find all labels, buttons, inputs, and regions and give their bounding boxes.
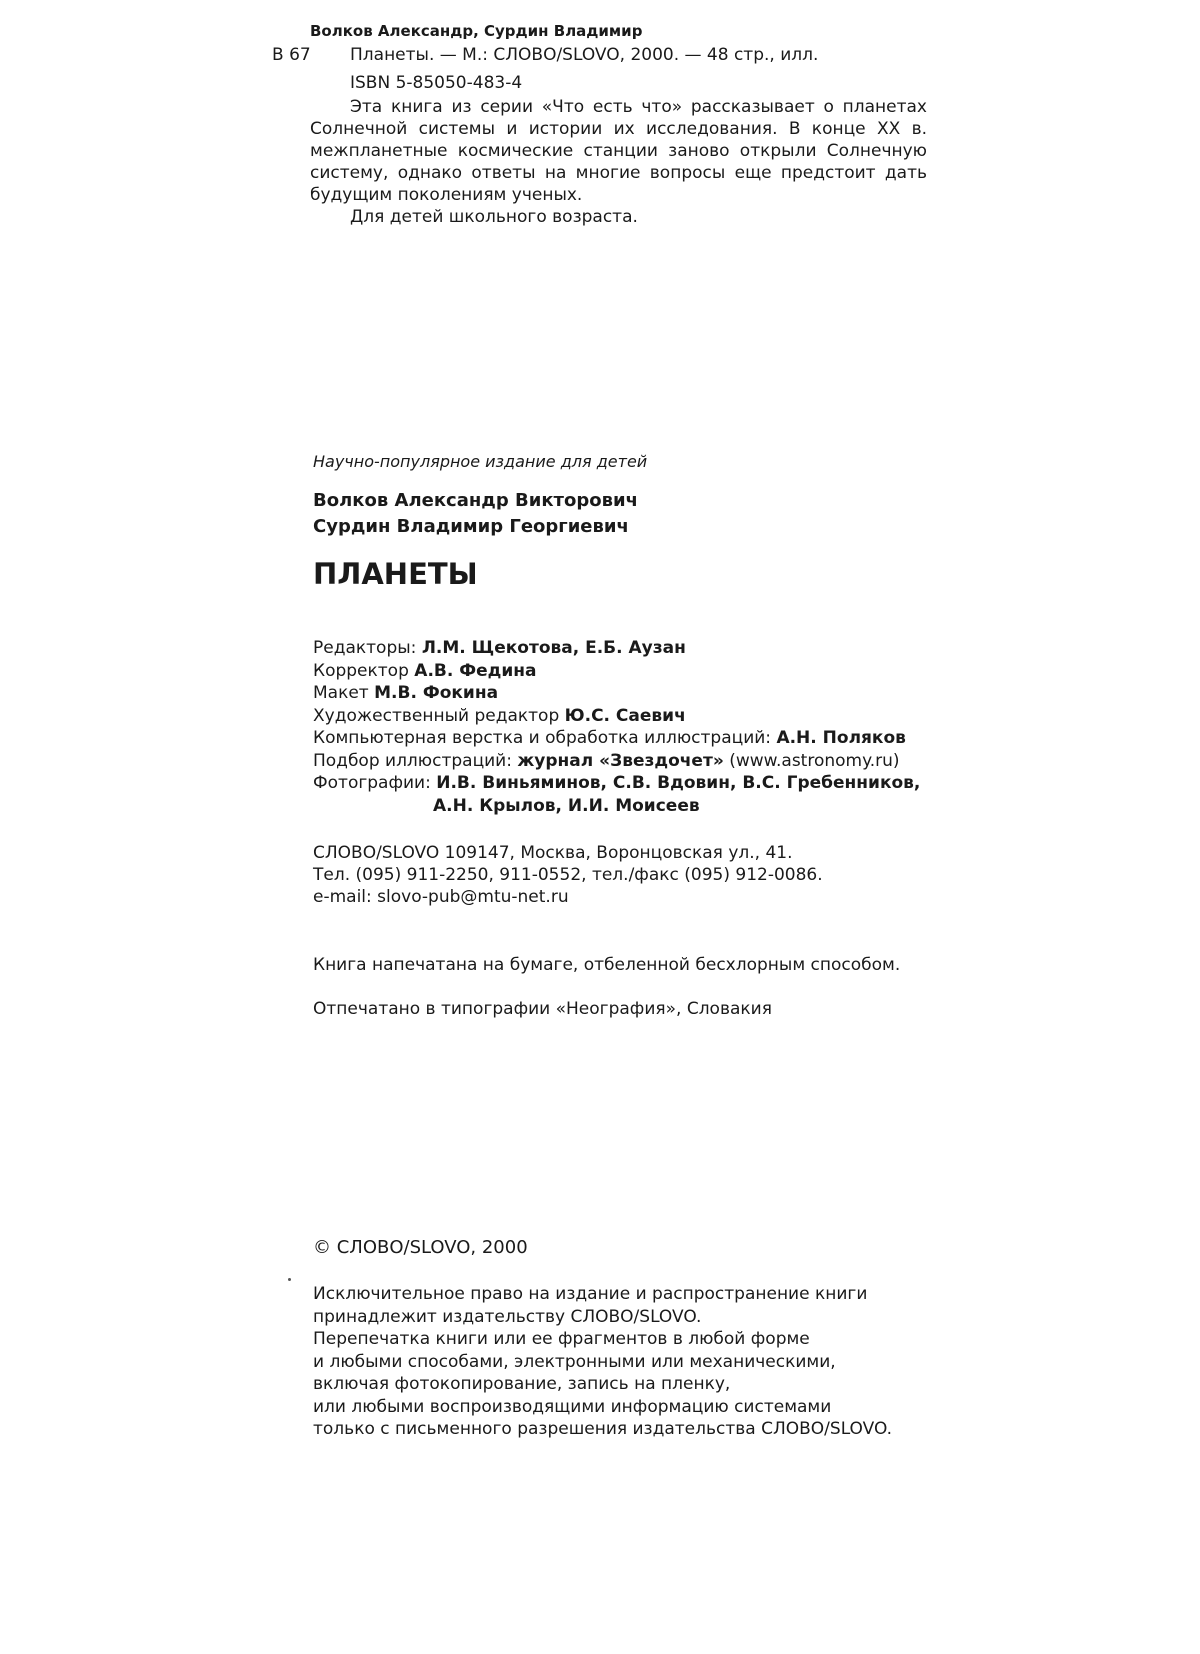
stray-dot — [288, 1278, 291, 1281]
annotation-audience: Для детей школьного возраста. — [350, 207, 638, 227]
credit-proofreader — [313, 660, 920, 683]
genre-label: Научно-популярное издание для детей — [313, 452, 648, 471]
annotation-paragraph: Эта книга из серии «Что есть что» рассказывает о планетах Солнечной системы и истории их исследования. В конце XX в. межпланетные космические станции заново открыли Солнечную систему, однако ответы на многие вопросы еще предстоит дать будущим поколениям ученых. — [310, 97, 927, 205]
credit-label: Редакторы: — [313, 638, 422, 658]
bib-class-code: В 67 — [272, 45, 311, 65]
credit-value: А.Н. Крылов, И.И. Моисеев — [433, 795, 700, 816]
printing-note: Отпечатано в типографии «Неография», Словакия — [313, 999, 772, 1019]
credit-label: Макет — [313, 683, 375, 703]
credit-label: Корректор — [313, 660, 415, 681]
credit-illustrations — [313, 750, 920, 773]
credit-value: А.В. Федина — [414, 660, 537, 681]
copyright: © СЛОВО/SLOVO, 2000 — [313, 1237, 528, 1258]
book-title: ПЛАНЕТЫ — [313, 557, 478, 591]
rights-line: включая фотокопирование, запись на пленку, — [313, 1374, 731, 1394]
publisher-address — [313, 842, 823, 908]
email-line: e-mail: slovo-pub@mtu-net.ru — [313, 887, 569, 907]
rights-line: принадлежит издательству СЛОВО/SLOVO. — [313, 1306, 702, 1327]
rights-line: Исключительное право на издание и распространение книги — [313, 1284, 868, 1304]
credit-art-editor — [313, 705, 920, 728]
credit-value: журнал «Звездочет» — [517, 750, 724, 771]
credit-label: Художественный редактор — [313, 705, 565, 726]
paper-note: Книга напечатана на бумаге, отбеленной бесхлорным способом. — [313, 955, 901, 975]
author-1: Волков Александр Викторович — [313, 490, 638, 511]
credit-photos — [313, 772, 920, 795]
credit-label: Фотографии: — [313, 773, 437, 793]
credit-value: А.Н. Поляков — [776, 728, 906, 748]
bib-isbn: ISBN 5-85050-483-4 — [350, 73, 523, 93]
credit-value: М.В. Фокина — [374, 683, 499, 703]
rights-line: и любыми способами, электронными или механическими, — [313, 1351, 836, 1372]
rights-line: только с письменного разрешения издательства СЛОВО/SLOVO. — [313, 1419, 893, 1439]
bib-record-line: Планеты. — М.: СЛОВО/SLOVO, 2000. — 48 стр., илл. — [350, 45, 819, 65]
annotation — [310, 96, 927, 228]
credit-editors — [313, 637, 920, 660]
credit-suffix: (www.astronomy.ru) — [723, 750, 900, 771]
credit-value: Ю.С. Саевич — [564, 705, 686, 726]
credit-typesetting — [313, 727, 920, 750]
rights-line: Перепечатка книги или ее фрагментов в любой форме — [313, 1329, 810, 1349]
address-line: СЛОВО/SLOVO 109147, Москва, Воронцовская ул., 41. — [313, 843, 793, 863]
bib-authors-heading: Волков Александр, Сурдин Владимир — [310, 22, 643, 40]
credits — [313, 637, 920, 817]
rights-notice — [313, 1283, 892, 1441]
author-2: Сурдин Владимир Георгиевич — [313, 516, 629, 537]
credit-label: Подбор иллюстраций: — [313, 750, 518, 771]
credit-label: Компьютерная верстка и обработка иллюстраций: — [313, 728, 777, 748]
credit-photos-continued — [313, 795, 920, 818]
credit-value: И.В. Виньяминов, С.В. Вдовин, В.С. Гребенников, — [436, 773, 921, 793]
credit-value: Л.М. Щекотова, Е.Б. Аузан — [421, 638, 686, 658]
rights-line: или любыми воспроизводящими информацию системами — [313, 1396, 832, 1417]
phone-line: Тел. (095) 911-2250, 911-0552, тел./факс (095) 912-0086. — [313, 865, 823, 885]
credit-layout — [313, 682, 920, 705]
